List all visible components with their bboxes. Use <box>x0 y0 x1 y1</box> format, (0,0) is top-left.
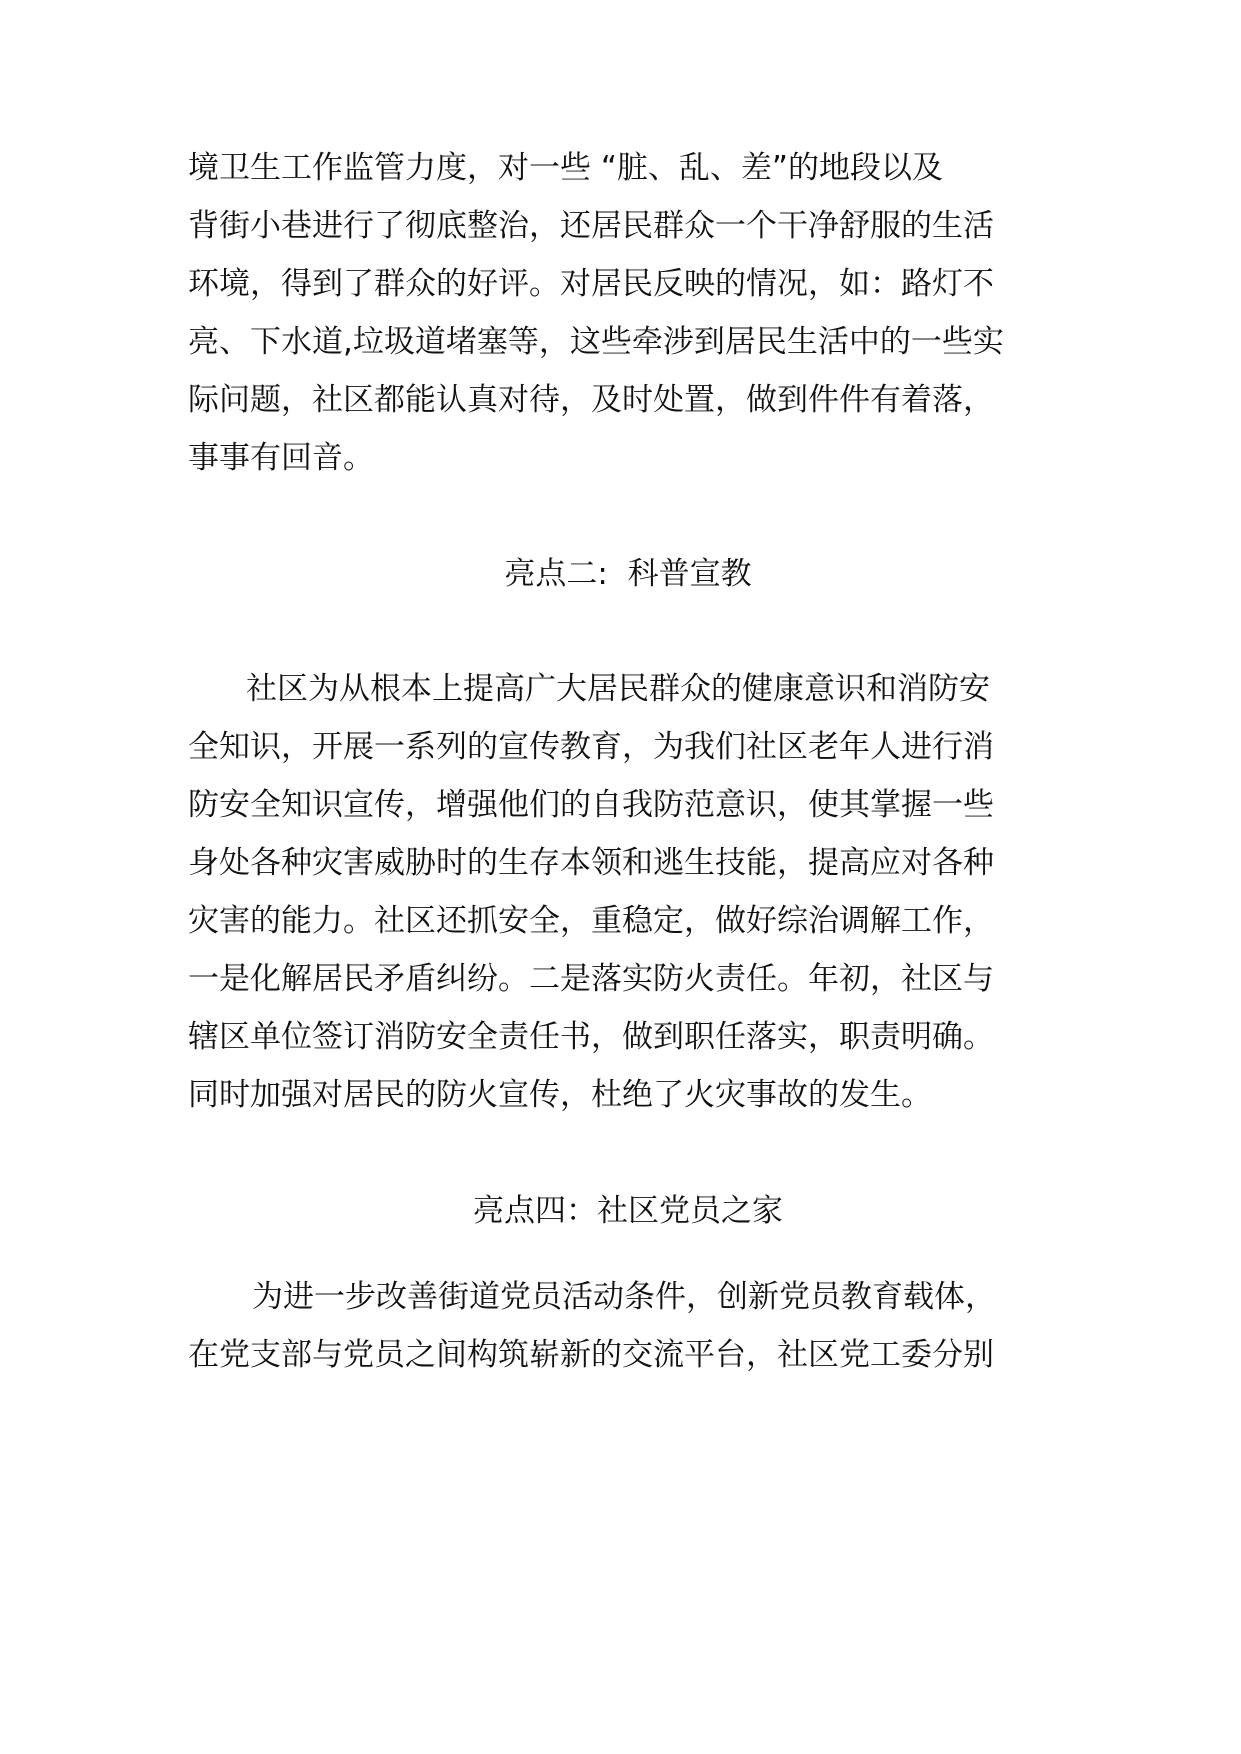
paragraph-3-line-1: 为进一步改善街道党员活动条件，创新党员教育载体， <box>252 1279 996 1315</box>
paragraph-2-line-5: 灾害的能力。社区还抓安全，重稳定，做好综治调解工作， <box>188 903 994 939</box>
paragraph-2-line-3: 防安全知识宣传，增强他们的自我防范意识，使其掌握一些 <box>188 787 994 823</box>
paragraph-2-line-6: 一是化解居民矛盾纠纷。二是落实防火责任。年初，社区与 <box>188 961 994 997</box>
paragraph-1-line-3: 环境，得到了群众的好评。对居民反映的情况，如：路灯不 <box>188 266 994 302</box>
paragraph-1-line-1: 境卫生工作监管力度，对一些 “脏、乱、差”的地段以及 <box>188 150 943 186</box>
paragraph-3-line-2: 在党支部与党员之间构筑崭新的交流平台，社区党工委分别 <box>188 1337 994 1373</box>
paragraph-2-line-1: 社区为从根本上提高广大居民群众的健康意识和消防安 <box>246 671 990 707</box>
paragraph-1-line-5: 际问题，社区都能认真对待，及时处置，做到件件有着落， <box>188 382 994 418</box>
paragraph-2-line-2: 全知识，开展一系列的宣传教育，为我们社区老年人进行消 <box>188 729 994 765</box>
section-heading-4: 亮点四：社区党员之家 <box>473 1193 783 1229</box>
paragraph-1-line-4: 亮、下水道,垃圾道堵塞等，这些牵涉到居民生活中的一些实 <box>188 324 1004 360</box>
paragraph-2-line-8: 同时加强对居民的防火宣传，杜绝了火灾事故的发生。 <box>188 1077 932 1113</box>
paragraph-1-line-6: 事事有回音。 <box>188 440 374 476</box>
paragraph-2-line-4: 身处各种灾害威胁时的生存本领和逃生技能，提高应对各种 <box>188 845 994 881</box>
section-heading-2: 亮点二: 科普宣教 <box>504 556 752 592</box>
paragraph-2-line-7: 辖区单位签订消防安全责任书，做到职任落实，职责明确。 <box>188 1019 994 1055</box>
paragraph-1-line-2: 背街小巷进行了彻底整治，还居民群众一个干净舒服的生活 <box>188 208 994 244</box>
